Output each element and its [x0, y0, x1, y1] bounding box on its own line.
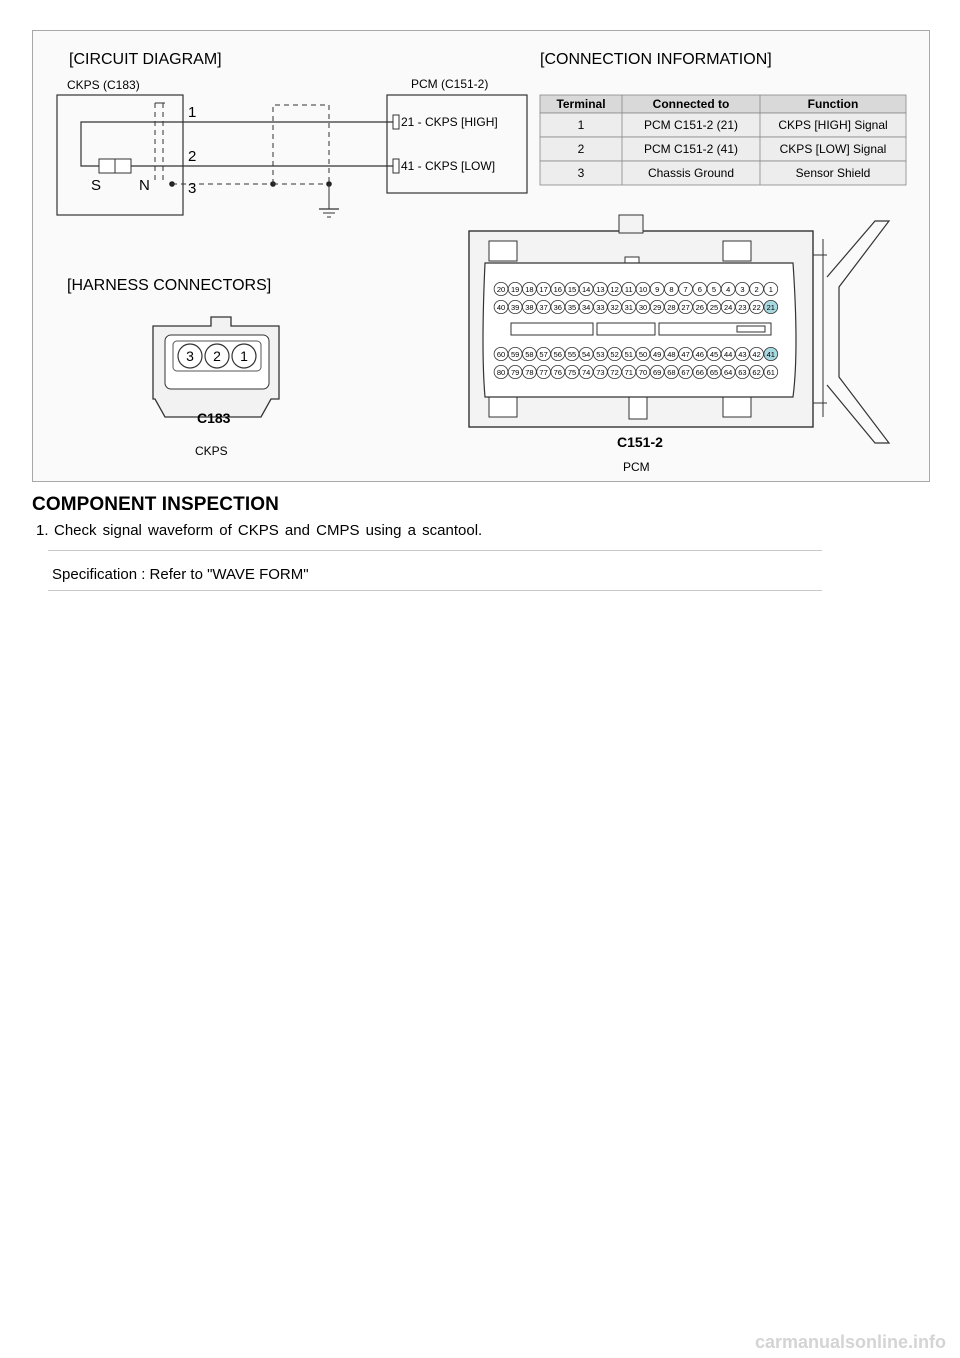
c151-pin-label: 10: [638, 284, 648, 294]
pcm-label: PCM (C151-2): [411, 77, 489, 91]
c151-pin-label: 9: [655, 284, 660, 294]
pcm-box: [387, 95, 527, 193]
c151-pin-label: 23: [738, 302, 747, 312]
c151-pin-label: 21: [766, 302, 775, 312]
c151-pin-label: 62: [752, 367, 761, 377]
pcm-pin-41: 41 - CKPS [LOW]: [401, 159, 496, 173]
c151-pin-label: 77: [539, 367, 548, 377]
c151-pin-label: 8: [669, 284, 674, 294]
section-heading: COMPONENT INSPECTION: [32, 494, 279, 515]
c151-pin-label: 50: [638, 349, 648, 359]
c151-pin-label: 15: [567, 284, 577, 294]
c151-pin-label: 67: [681, 367, 690, 377]
pcm-pin-21: 21 - CKPS [HIGH]: [401, 115, 498, 129]
c151-pin-label: 43: [738, 349, 747, 359]
c151-pin-label: 68: [667, 367, 676, 377]
table-cell: Chassis Ground: [647, 166, 735, 180]
c151-pin-label: 70: [638, 367, 648, 377]
c151-pin-label: 12: [610, 284, 619, 294]
step-text: Check signal waveform of CKPS and CMPS using a scantool.: [54, 522, 483, 539]
c151-pin-label: 57: [539, 349, 548, 359]
table-cell: 2: [577, 142, 585, 156]
ckps-sensor-box: [57, 95, 183, 215]
c151-pin-label: 31: [624, 302, 633, 312]
c151-pin-label: 76: [553, 367, 562, 377]
step-number: 1.: [36, 522, 49, 539]
connection-info-title: [CONNECTION INFORMATION]: [540, 51, 772, 68]
c151-pin-label: 64: [724, 367, 733, 377]
c151-pin-label: 79: [511, 367, 520, 377]
spec-divider-top: [48, 550, 822, 551]
c151-pin-label: 46: [695, 349, 704, 359]
table-cell: 1: [577, 118, 585, 132]
c183-pin-label: 1: [240, 348, 248, 364]
pin-label-2: 2: [188, 148, 197, 165]
table-header-cell: Terminal: [556, 97, 606, 111]
c151-pin-label: 49: [653, 349, 662, 359]
c151-pin-label: 59: [511, 349, 520, 359]
circuit-diagram-svg: [33, 31, 931, 483]
table-cell: 3: [577, 166, 585, 180]
c151-pin-label: 26: [695, 302, 704, 312]
c151-code: C151-2: [617, 434, 663, 450]
c151-pin-label: 63: [738, 367, 747, 377]
c183-pin-label: 2: [213, 348, 221, 364]
c151-pin-label: 34: [582, 302, 591, 312]
table-cell: PCM C151-2 (41): [643, 142, 739, 156]
spec-divider-bottom: [48, 590, 822, 591]
c151-pin-label: 17: [539, 284, 548, 294]
c151-name: PCM: [623, 460, 650, 474]
c151-pin-label: 42: [752, 349, 761, 359]
sensor-pole-n: N: [139, 177, 150, 194]
c151-pin-label: 2: [754, 284, 759, 294]
pin-label-1: 1: [188, 104, 197, 121]
c151-pin-label: 7: [683, 284, 688, 294]
c183-name: CKPS: [195, 444, 228, 458]
c151-pin-label: 61: [766, 367, 775, 377]
c151-pin-label: 22: [752, 302, 761, 312]
c151-pin-label: 66: [695, 367, 704, 377]
pin-label-3: 3: [188, 180, 197, 197]
c151-pin-label: 54: [582, 349, 591, 359]
watermark: carmanualsonline.info: [754, 1332, 946, 1352]
c183-code: C183: [197, 410, 231, 426]
c151-pin-label: 72: [610, 367, 619, 377]
c151-pin-label: 75: [567, 367, 577, 377]
c151-pin-label: 47: [681, 349, 690, 359]
c151-pin-label: 30: [638, 302, 648, 312]
c151-pin-label: 51: [624, 349, 633, 359]
c183-pin-group: [178, 344, 256, 368]
table-header-cell: Connected to: [652, 97, 730, 111]
c151-pin-label: 3: [740, 284, 745, 294]
c151-pin-label: 56: [553, 349, 562, 359]
c151-pin-label: 69: [653, 367, 662, 377]
c151-pin-label: 20: [496, 284, 506, 294]
c151-pin-label: 74: [582, 367, 591, 377]
c151-pin-label: 52: [610, 349, 619, 359]
c151-pin-label: 11: [624, 284, 633, 294]
c151-pin-label: 13: [596, 284, 605, 294]
c151-pin-label: 41: [766, 349, 775, 359]
c151-pin-label: 14: [582, 284, 591, 294]
c151-pin-label: 48: [667, 349, 676, 359]
c151-pin-label: 4: [726, 284, 731, 294]
c151-pin-label: 16: [553, 284, 562, 294]
c151-pin-label: 53: [596, 349, 605, 359]
c151-pin-label: 37: [539, 302, 548, 312]
c151-pin-label: 73: [596, 367, 605, 377]
c151-pin-label: 29: [653, 302, 662, 312]
circuit-diagram-title: [CIRCUIT DIAGRAM]: [69, 51, 222, 68]
c151-pin-label: 18: [525, 284, 534, 294]
c151-pin-label: 19: [511, 284, 520, 294]
c151-pin-label: 78: [525, 367, 534, 377]
c151-connector-housing: [469, 215, 889, 443]
c151-pin-label: 39: [511, 302, 520, 312]
c151-pin-label: 71: [624, 367, 633, 377]
table-cell: Sensor Shield: [795, 166, 871, 180]
circuit-figure: [32, 30, 930, 482]
c151-pin-label: 60: [496, 349, 506, 359]
c151-pin-label: 36: [553, 302, 562, 312]
c151-pin-label: 5: [711, 284, 717, 294]
c151-pin-label: 45: [709, 349, 719, 359]
table-cell: CKPS [LOW] Signal: [779, 142, 887, 156]
inspection-step: [36, 522, 482, 539]
table-header-cell: Function: [807, 97, 859, 111]
shield-box-right: [273, 105, 329, 184]
c151-pin-label: 33: [596, 302, 605, 312]
c151-pin-label: 1: [768, 284, 773, 294]
connection-info-table: [540, 95, 906, 185]
c183-pin-label: 3: [186, 348, 194, 364]
c151-pin-label: 80: [496, 367, 506, 377]
c151-pin-label: 25: [709, 302, 719, 312]
c151-pin-label: 44: [724, 349, 733, 359]
c151-pin-label: 35: [567, 302, 577, 312]
c151-pin-label: 28: [667, 302, 676, 312]
sensor-pole-s: S: [91, 177, 102, 194]
c151-pin-label: 38: [525, 302, 534, 312]
c151-pin-label: 40: [496, 302, 506, 312]
c151-pin-label: 65: [709, 367, 719, 377]
c151-pin-label: 32: [610, 302, 619, 312]
table-cell: CKPS [HIGH] Signal: [778, 118, 888, 132]
harness-connectors-title: [HARNESS CONNECTORS]: [67, 277, 272, 294]
specification-text: Specification : Refer to "WAVE FORM": [52, 566, 309, 583]
c151-pin-label: 24: [724, 302, 733, 312]
c151-pin-label: 55: [567, 349, 577, 359]
c151-pin-label: 6: [697, 284, 702, 294]
ckps-label: CKPS (C183): [67, 78, 140, 92]
c151-pin-label: 27: [681, 302, 690, 312]
c151-pin-label: 58: [525, 349, 534, 359]
table-cell: PCM C151-2 (21): [643, 118, 739, 132]
